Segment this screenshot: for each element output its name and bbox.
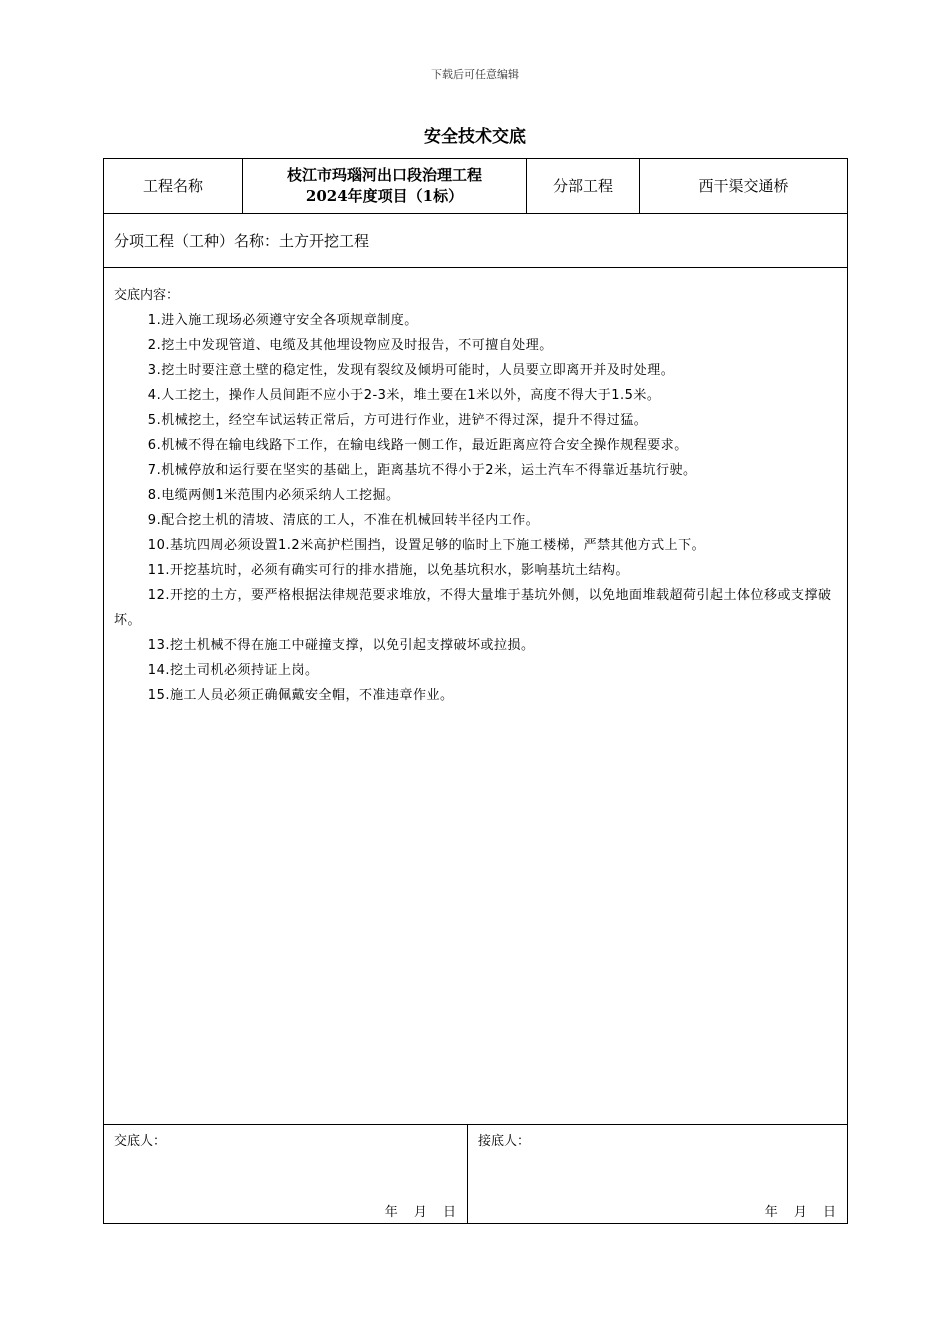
content-item: 5.机械挖土，经空车试运转正常后，方可进行作业，进铲不得过深，提升不得过猛。	[147, 413, 648, 428]
disclosure-content	[104, 269, 847, 1123]
content-item: 6.机械不得在输电线路下工作，在输电线路一侧工作，最近距离应符合安全操作规程要求。	[147, 438, 688, 453]
project-name-line2: 2024年度项目（1标）	[305, 187, 464, 205]
content-item: 2.挖土中发现管道、电缆及其他埋设物应及时报告，不可擅自处理。	[147, 338, 553, 353]
document-title: 安全技术交底	[424, 127, 526, 147]
content-item: 8.电缆两侧1米范围内必须采纳人工挖掘。	[147, 488, 400, 503]
header-note: 下载后可任意编辑	[431, 68, 519, 81]
subproject-value: 西干渠交通桥	[698, 176, 789, 195]
signature-row	[104, 1124, 847, 1224]
content-item: 7.机械停放和运行要在坚实的基础上，距离基坑不得小于2米，运土汽车不得靠近基坑行驶。	[147, 463, 697, 478]
content-item: 11.开挖基坑时，必须有确实可行的排水措施，以免基坑积水，影响基坑土结构。	[147, 563, 629, 578]
item-name-row	[104, 214, 847, 268]
content-item: 1.进入施工现场必须遵守安全各项规章制度。	[147, 313, 418, 328]
content-item: 10.基坑四周必须设置1.2米高护栏围挡，设置足够的临时上下施工楼梯，严禁其他方式上下。	[147, 538, 706, 553]
content-item: 3.挖土时要注意土壁的稳定性，发现有裂纹及倾坍可能时，人员要立即离开并及时处理。	[147, 363, 675, 378]
receiver-label: 接底人：	[478, 1134, 531, 1149]
project-name-line1: 枝江市玛瑙河出口段治理工程	[286, 166, 482, 184]
content-item: 14.挖土司机必须持证上岗。	[147, 663, 319, 678]
discloser-cell	[104, 1125, 468, 1224]
disclosure-table	[103, 158, 848, 1224]
content-item: 12.开挖的土方，要严格根据法律规范要求堆放，不得大量堆于基坑外侧，以免地面堆载超荷引起土体位移或支撑破坏。	[114, 588, 832, 628]
receiver-cell	[468, 1125, 847, 1224]
subproject-label: 分部工程	[527, 159, 640, 213]
content-item: 4.人工挖土，操作人员间距不应小于2-3米，堆土要在1米以外，高度不得大于1.5米。	[147, 388, 661, 403]
project-info-row	[104, 159, 847, 214]
content-item: 15.施工人员必须正确佩戴安全帽，不准违章作业。	[147, 688, 454, 703]
content-item: 9.配合挖土机的清坡、清底的工人，不准在机械回转半径内工作。	[147, 513, 540, 528]
item-name: 分项工程（工种）名称：土方开挖工程	[114, 232, 370, 250]
discloser-label: 交底人：	[114, 1134, 167, 1149]
content-item: 13.挖土机械不得在施工中碰撞支撑，以免引起支撑破坏或拉损。	[147, 638, 535, 653]
content-list	[114, 308, 839, 708]
receiver-date: 年 月 日	[764, 1205, 837, 1220]
discloser-date: 年 月 日	[384, 1205, 457, 1220]
project-name-value	[243, 159, 527, 213]
project-name-label: 工程名称	[104, 159, 243, 213]
content-label: 交底内容：	[114, 288, 180, 303]
